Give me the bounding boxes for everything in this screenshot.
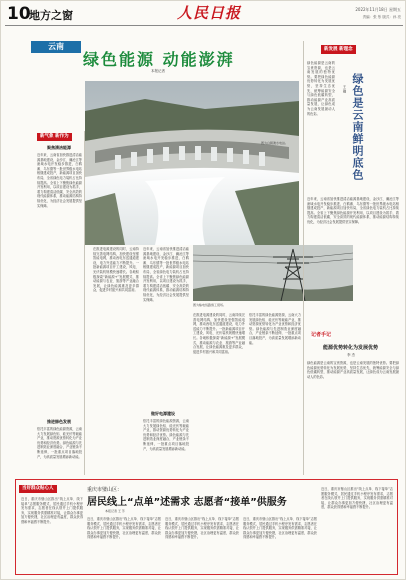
column-author: 李 杰 <box>347 353 356 357</box>
page-number: 10 <box>7 4 31 24</box>
left-subhead-2: 推进绿色发展 <box>47 419 71 424</box>
section-name: 地方之窗 <box>29 9 73 22</box>
story-headline: 居民线上“点单”述需求 志愿者“接单”供服务 <box>87 497 287 508</box>
main-byline: 本报记者 <box>151 69 165 73</box>
column-title: 能源优势转化为发展优势 <box>323 345 379 351</box>
right-column-rule <box>303 41 304 475</box>
masthead-logo: 人民日报 <box>177 4 242 22</box>
right-section-tag: 新发展 新理念 <box>321 45 356 54</box>
mid-column-text-c: 依托丰富的绿色能源资源，云南大力发展绿色铝、硅光伏等载能产业，推动资源优势转化为产业优势和经济优势。绿色能源与先进制造业深度融合，产业链条不断延伸，一批重点项目落地投产，为高质量发展增添新动能。 <box>143 419 189 451</box>
dam-photo <box>85 81 299 245</box>
story-text-col-4: 近日，重庆市璧山区推出“线上点单、线下接单”志愿服务模式，居民通过手机小程序发布需求，志愿者在线认领并上门提供服务，实现服务供需精准对接，让群众办事更加方便快捷，社区治理更有温度，群众获得感和幸福感不断提升。 <box>243 517 317 540</box>
story-text-col-1: 近日，重庆市璧山区推出“线上点单、线下接单”志愿服务模式，居民通过手机小程序发布需求，志愿者在线认领并上门提供服务，实现服务供需精准对接，让群众办事更加方便快捷，社区治理更有温度，群众获得感和幸福感不断提升。 <box>21 497 83 524</box>
column-body-text: 绿色能源是云南的宝贵资源，也是云南发展的独特优势。要把绿色能源优势转化为发展优势，坚持生态优先，统筹能源安全与绿色低碳转型，推动能源产业高质量发展，让绿色成为云南发展最动人的色彩。 <box>307 361 399 379</box>
story-text-col-5: 近日，重庆市璧山区推出“线上点单、线下接单”志愿服务模式，居民通过手机小程序发布需求，志愿者在线认领并上门提供服务，实现服务供需精准对接，让群众办事更加方便快捷，社区治理更有温度，群众获得感和幸福感不断提升。 <box>321 487 393 510</box>
story-text-col-3: 近日，重庆市璧山区推出“线上点单、线下接单”志愿服务模式，居民通过手机小程序发布需求，志愿者在线认领并上门提供服务，实现服务供需精准对接，让群众办事更加方便快捷，社区治理更有温度，群众获得感和幸福感不断提升。 <box>165 517 239 540</box>
tower-caption: 图为输电线路施工现场。 <box>193 303 227 307</box>
vertical-author: 王 刚 <box>343 85 347 94</box>
column-tag: 记者手记 <box>311 332 332 338</box>
header-rule <box>5 25 403 26</box>
left-column-text: 近年来，云南省加快推进清洁能源基地建设，金沙江、澜沧江等流域水电开发稳步推进，白鹤滩、乌东德等一批世界级水电站相继建成投产，新能源项目加快布局，全省绿色电力装机占比持续提高。全省上下聚焦绿色能源开发利用，以项目建设为抓手，着力构建清洁低碳、安全高效的现代能源体系，推动能源结构持续优化，为经济社会发展提供坚实保障。 <box>37 153 82 208</box>
mid-column-text-a: 在推进电源建设的同时，云南持续完善电网结构，加快建设坚强智能电网，推动西电东送通道建设，电力外送能力不断提升。一批新能源项目开工建设，风电、光伏装机规模快速增长。各地积极探索“新能源+”发展模式，推动能源与农业、旅游等产业融合发展，让绿色能源惠及更多群众，促进乡村振兴和共同富裕。 <box>93 247 139 293</box>
main-headline: 绿色能源 动能澎湃 <box>83 50 235 69</box>
right-intro-text: 绿色能源是云南的宝贵资源，也是云南发展的独特优势。要把绿色能源优势转化为发展优势，坚持生态优先，统筹能源安全与绿色低碳转型，推动能源产业高质量发展，让绿色成为云南发展最动人的色彩。 <box>307 61 335 116</box>
left-column-text-2: 依托丰富的绿色能源资源，云南大力发展绿色铝、硅光伏等载能产业，推动资源优势转化为产业优势和经济优势。绿色能源与先进制造业深度融合，产业链条不断延伸，一批重点项目落地投产，为高质量发展增添新动能。 <box>37 427 82 459</box>
story-text-col-2: 近日，重庆市璧山区推出“线上点单、线下接单”志愿服务模式，居民通过手机小程序发布需求，志愿者在线认领并上门提供服务，实现服务供需精准对接，让群众办事更加方便快捷，社区治理更有温度，群众获得感和幸福感不断提升。 <box>87 517 161 540</box>
dam-caption: 图为白鹤滩水电站。 <box>261 141 289 145</box>
date-line: 2022年11月18日 星期五 <box>355 7 401 12</box>
story-kicker: 重庆市璧山区： <box>87 487 123 493</box>
region-tag: 云南 <box>31 41 81 53</box>
left-subhead-1: 聚焦清洁能源 <box>47 145 71 150</box>
lower-column-text-a: 在推进电源建设的同时，云南持续完善电网结构，加快建设坚强智能电网，推动西电东送通道建设，电力外送能力不断提升。一批新能源项目开工建设，风电、光伏装机规模快速增长。各地积极探索“新能源+”发展模式，推动能源与农业、旅游等产业融合发展，让绿色能源惠及更多群众，促进乡村振兴和共同富裕。 <box>193 313 245 354</box>
vertical-title: 绿色是云南鲜明底色 <box>351 73 364 181</box>
left-section-tag: 新气象 新作为 <box>37 133 72 141</box>
page-header <box>1 1 406 37</box>
mid-subhead: 做好电源建设 <box>151 411 175 416</box>
right-column-text: 近年来，云南省加快推进清洁能源基地建设，金沙江、澜沧江等流域水电开发稳步推进，白鹤滩、乌东德等一批世界级水电站相继建成投产，新能源项目加快布局，全省绿色电力装机占比持续提高。全省上下聚焦绿色能源开发利用，以项目建设为抓手，着力构建清洁低碳、安全高效的现代能源体系，推动能源结构持续优化，为经济社会发展提供坚实保障。 <box>307 197 399 224</box>
mid-column-text-b: 近年来，云南省加快推进清洁能源基地建设，金沙江、澜沧江等流域水电开发稳步推进，白鹤滩、乌东德等一批世界级水电站相继建成投产，新能源项目加快布局，全省绿色电力装机占比持续提高。全省上下聚焦绿色能源开发利用，以项目建设为抓手，着力构建清洁低碳、安全高效的现代能源体系，推动能源结构持续优化，为经济社会发展提供坚实保障。 <box>143 247 189 302</box>
story-byline: 本报记者 王 芳 <box>105 509 125 513</box>
story-tag: 当好群众贴心人 <box>19 485 57 493</box>
lower-column-text-b: 依托丰富的绿色能源资源，云南大力发展绿色铝、硅光伏等载能产业，推动资源优势转化为产业优势和经济优势。绿色能源与先进制造业深度融合，产业链条不断延伸，一批重点项目落地投产，为高质量发展增添新动能。 <box>249 313 301 345</box>
editor-credits: 责编：张 彤 版式：孙 亮 <box>362 15 401 19</box>
